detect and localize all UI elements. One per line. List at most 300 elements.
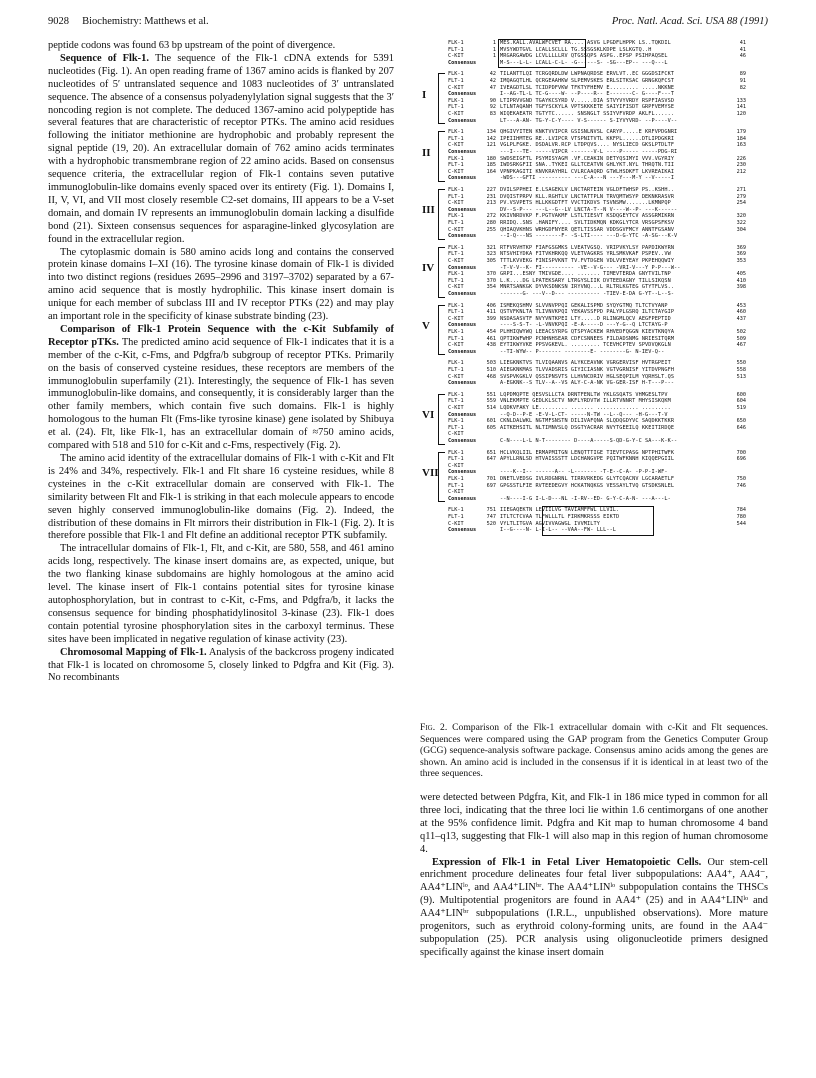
sequence-name: FLK-1: [448, 129, 464, 136]
sequence-residues: NSDASASVTF NVYVNTKPEI LTY.....D RLINGMLQCV AEGFPEPTID: [500, 315, 671, 322]
alignment-row: [418, 47, 768, 54]
sequence-start: 605: [486, 424, 496, 431]
domain-bracket: [438, 247, 445, 298]
sequence-residues: LTLNTAQANH TGFYSCKYLA VPTSKKKETE SAIYIFISDT GRPFVEMYSE: [500, 104, 675, 111]
sequence-residues: L.K....DG LPATEKSARY LTRGYSLIIK DVTEEDAGNY TILLSIKQSN: [500, 277, 671, 284]
sequence-start: 164: [486, 168, 496, 175]
sequence-name: FLK-1: [448, 71, 464, 78]
alignment-block: [418, 507, 768, 533]
alignment-row: [418, 438, 768, 445]
sequence-start: 142: [486, 135, 496, 142]
sequence-end: 750: [736, 475, 746, 482]
paragraph-comparison: [48, 324, 394, 453]
sequence-residues: GRPI...ESNY TMIVGDE.... ....... TIMEVTERDA GNYTVILTNP: [500, 271, 671, 278]
alignment-row: [418, 349, 768, 356]
sequence-start: 697: [486, 482, 496, 489]
sequence-end: 89: [739, 71, 746, 78]
alignment-row: [418, 187, 768, 194]
alignment-row: [418, 111, 768, 118]
sequence-start: 370: [486, 271, 496, 278]
sequence-name: FLT-1: [448, 513, 464, 520]
sequence-residues: I--AG-TL-L TC-G----W- --P----R-- E-------C- G----F---T: [500, 91, 675, 98]
sequence-residues: VYLTLITGVA AGVIVVAGWGL IVVMILTY: [500, 520, 600, 527]
sequence-start: 559: [486, 398, 496, 405]
sequence-name: Consensus: [448, 264, 477, 271]
domain-label: III: [422, 204, 435, 217]
domain-label: VII: [422, 466, 439, 479]
sequence-residues: RTFVRVHTKP FIAFGSGMKS LVEATVGSQ. VRIPVKYLSY PAPDIKWYRN: [500, 244, 675, 251]
alignment-row: [418, 476, 768, 483]
sequence-residues: LT---A-AN- TG-Y-C-Y---- V-S------ S-IYVYVRD- --P----V--: [500, 117, 678, 124]
sequence-residues: SWDSEIGFTL PSYMISYAGM .VF.CEAKIN DETYQSIMYI VVV.VGYRIY: [500, 155, 675, 162]
sequence-start: 651: [486, 449, 496, 456]
sequence-name: C-KIT: [448, 462, 464, 469]
alignment-row: [418, 162, 768, 169]
sequence-start: 272: [486, 213, 496, 220]
sequence-end: 410: [736, 277, 746, 284]
sequence-name: Consensus: [448, 495, 477, 502]
domain-bracket: [438, 452, 445, 503]
sequence-start: 42: [489, 71, 496, 78]
sequence-start: 280: [486, 219, 496, 226]
alignment-row: [418, 405, 768, 412]
sequence-end: 780: [736, 513, 746, 520]
sequence-residues: QSTVFKNLTA TLIVNVKPQI YEKAVSSFPD PALYPLGSRQ ILTCTAYGIP: [500, 309, 675, 316]
sequence-end: 746: [736, 482, 746, 489]
sequence-name: FLK-1: [448, 475, 464, 482]
sequence-residues: APYLLRNLSD HTVAISSSTT LDCHANGVPE PQITWFKNNH KIQQEPGIIL: [500, 456, 675, 463]
sequence-name: C-KIT: [448, 226, 464, 233]
paragraph-intracellular: The intracellular domains of Flk-1, Flt, and c-Kit, are 580, 558, and 461 amino acids long, respectively. The kinase insert domains are, as expected, unique, but the two flanking kinase subdomains are highly homologous at the amino acid level. The kinase insert of Flk-1 contains potential sites for tyrosine kinase autophosphorylation, but in contrast to c-Kit, c-Fms, and Pdgfra/b, it lacks the consensus sequence for binding phosphatidylinositol 3-kinase (23). Flk-1 does contain potential tyrosine phosphorylation sites in the carboxyl terminus. These sites have been implicated in negative regulation of kinase activity (23).: [48, 543, 394, 645]
sequence-start: 42: [489, 77, 496, 84]
sequence-name: FLK-1: [448, 507, 464, 514]
sequence-end: 369: [736, 244, 746, 251]
alignment-row: [418, 98, 768, 105]
sequence-name: C-KIT: [448, 84, 464, 91]
sequence-name: Consensus: [448, 59, 477, 66]
sequence-start: 305: [486, 257, 496, 264]
domain-label: VI: [422, 409, 435, 422]
alignment-row: [418, 129, 768, 136]
page-number: 9028: [48, 16, 69, 27]
sequence-residues: ---I---TE- -----VIPCR -------V-L ----P----- -----PDG-RI: [500, 148, 678, 155]
sequence-start: 121: [486, 142, 496, 149]
sequence-start: 751: [486, 507, 496, 514]
sequence-start: 213: [486, 200, 496, 207]
sequence-name: C-KIT: [448, 520, 464, 527]
sequence-residues: ----S-S-T- -L-VNVKPQI -E-A-----D ---Y-G--Q LTCTAYG-P: [500, 322, 668, 329]
sequence-name: Consensus: [448, 527, 477, 534]
sequence-end: 696: [736, 456, 746, 463]
page-header: [48, 16, 768, 32]
sequence-name: FLK-1: [448, 187, 464, 193]
alignment-row: [418, 380, 768, 387]
alignment-row: [418, 278, 768, 285]
sequence-name: Consensus: [448, 117, 477, 124]
sequence-residues: PV.VSVPETS HLLKKGDTFT VVCTIKDVS TSVNSMW.......LKMNPQP: [500, 200, 671, 207]
sequence-name: Consensus: [448, 91, 477, 98]
sequence-start: 411: [486, 309, 496, 316]
domain-bracket: [438, 305, 445, 356]
sequence-start: 520: [486, 520, 496, 527]
sequence-name: Consensus: [448, 233, 477, 240]
alignment-row: [418, 425, 768, 432]
sequence-residues: MVSYWDTGVL LCALLSCLLL TG.SSSGSKLKDPE LSLKGTQ..H: [500, 46, 652, 53]
sequence-residues: --I-Q---NS --------F- -S-LTI---- ---D-G-YTC -A-SG---K-V: [500, 233, 678, 240]
sequence-name: Consensus: [448, 348, 477, 355]
alignment-row: [418, 194, 768, 201]
sequence-end: 369: [736, 251, 746, 258]
sequence-name: C-KIT: [448, 200, 464, 207]
sequence-residues: -------G- ---V--D--- ---------- -TIEV-E-DA G-YT--L--S-: [500, 290, 675, 297]
sequence-end: 184: [736, 135, 746, 142]
sequence-name: FLK-1: [448, 302, 464, 309]
sequence-end: 405: [736, 271, 746, 278]
sequence-name: FLK-1: [448, 97, 464, 104]
sequence-end: 120: [736, 110, 746, 117]
alignment-row: [418, 251, 768, 258]
sequence-name: C-KIT: [448, 489, 464, 496]
sequence-name: C-KIT: [448, 404, 464, 411]
sequence-name: FLT-1: [448, 309, 464, 316]
sequence-name: C-KIT: [448, 168, 464, 175]
section-heading-expression: Expression of Flk-1 in Fetal Liver Hematopoietic Cells.: [432, 856, 702, 868]
sequence-end: 646: [736, 424, 746, 431]
sequence-start: 321: [486, 244, 496, 251]
domain-bracket: [438, 394, 445, 445]
signal-peptide-box: [498, 39, 586, 68]
sequence-start: 354: [486, 284, 496, 291]
sequence-name: C-KIT: [448, 342, 464, 349]
sequence-start: 370: [486, 277, 496, 284]
alignment-row: [418, 456, 768, 463]
sequence-start: 503: [486, 360, 496, 367]
sequence-name: C-KIT: [448, 110, 464, 117]
sequence-end: 271: [736, 187, 746, 193]
sequence-residues: DV--S-P--- ---L--G--LV LNCTA-T--N V----W--P- ---K------: [500, 206, 678, 213]
sequence-end: 91: [739, 77, 746, 84]
sequence-residues: QHGIVYITEN KNKTVVIPCR GSISNLNVSL CARYP.....E KRFVPDGNRI: [500, 129, 678, 136]
sequence-end: 322: [736, 219, 746, 226]
sequence-start: 438: [486, 342, 496, 349]
sequence-residues: DNETLVEDSG IVLRDGNRNL TIRRVRKEDG GLYTCQACNV LGCARAETLF: [500, 475, 675, 482]
sequence-residues: GPGSSTLFIE RVTEEDEGVY HCKATNQKGS VESSAYLTVQ GTSDKSNLEL: [500, 482, 675, 489]
sequence-name: FLK-1: [448, 155, 464, 162]
domain-label: I: [422, 88, 427, 101]
alignment-row: [418, 316, 768, 323]
sequence-start: 323: [486, 251, 496, 258]
alignment-block: [418, 129, 768, 182]
sequence-name: C-KIT: [448, 257, 464, 264]
sequence-name: FLK-1: [448, 449, 464, 456]
section-author: Biochemistry: Matthews et al.: [82, 16, 209, 27]
paragraph-cytoplasmic-domain: The cytoplasmic domain is 580 amino acids long and contains the conserved protein kinase domains I–XI (16). The tyrosine kinase domain of Flk-1 is divided into two distinct regions (residues 2695–2996 and 3197–3702) separated by a 67-amino acid sequence that is mostly hydrophilic. This kinase insert domain is unique for each member of subclass III and IV receptor PTKs (22) and may play an important role in the specificity of kinase substrate binding (23).: [48, 246, 394, 323]
sequence-end: 600: [736, 391, 746, 398]
sequence-end: 513: [736, 373, 746, 380]
sequence-residues: VPNPKAGITI KNVKRAYHRL CVLRCAAQRD GTWLHSDKFT LKVREAIKAI: [500, 168, 675, 175]
sequence-start: 227: [486, 187, 496, 193]
sequence-start: 701: [486, 475, 496, 482]
sequence-name: FLK-1: [448, 244, 464, 251]
alignment-row: [418, 245, 768, 252]
sequence-residues: NTSVHIYDKA FITVKHRKQQ VLETVAGKRS YRLSMKVKAF PSPEV..VW: [500, 251, 671, 258]
right-text-column: [420, 792, 768, 1072]
sequence-residues: IVEAGDTLSL TCIDPDFVKW TFKTYFHEMV E......... .....NKKNE: [500, 84, 675, 91]
sequence-start: 47: [489, 84, 496, 91]
alignment-block: [418, 187, 768, 240]
sequence-start: 468: [486, 373, 496, 380]
sequence-residues: CKNLDALWKL NGTMFSNSTN DILIVAFQNA SLQDQGDYVC SAQDKKTKKR: [500, 418, 675, 425]
sequence-alignment-figure: [418, 40, 768, 716]
alignment-row: [418, 175, 768, 182]
sequence-start: 406: [486, 302, 496, 309]
sequence-end: 509: [736, 335, 746, 342]
sequence-name: FLK-1: [448, 328, 464, 335]
sequence-name: FLK-1: [448, 213, 464, 220]
alignment-row: [418, 200, 768, 207]
sequence-end: 304: [736, 226, 746, 233]
domain-bracket: [438, 189, 445, 240]
sequence-end: 398: [736, 284, 746, 291]
sequence-residues: MES.KALL.AVALWFCVET RA.....ASVG LPGDFLHPPK LS..TQKDIL: [500, 40, 671, 46]
alignment-row: [418, 142, 768, 149]
caption-label: Fig. 2.: [420, 722, 448, 733]
sequence-end: 437: [736, 315, 746, 322]
sequence-start: 231: [486, 193, 496, 200]
sequence-residues: A-EGKNK--S TLV--A--VS ALY-C-A-NK VG-GER-ISF H-T---P---: [500, 380, 675, 387]
paragraph-chromosomal-mapping: [48, 647, 394, 686]
sequence-name: Consensus: [448, 469, 477, 476]
sequence-residues: QHIAQVKHNS WRHGDFNYER QETLTISSAR VDDSGVFMCY ANNTFGSANV: [500, 226, 675, 233]
figure-caption: [420, 722, 768, 780]
sequence-name: Consensus: [448, 411, 477, 418]
sequence-end: 254: [736, 200, 746, 207]
alignment-row: [418, 398, 768, 405]
alignment-row: [418, 284, 768, 291]
sequence-name: Consensus: [448, 206, 477, 213]
sequence-start: 647: [486, 456, 496, 463]
sequence-name: Consensus: [448, 380, 477, 387]
sequence-name: Consensus: [448, 290, 477, 297]
alignment-row: [418, 367, 768, 374]
sequence-name: FLT-1: [448, 335, 464, 342]
sequence-name: C-KIT: [448, 315, 464, 322]
paragraph-identity: The amino acid identity of the extracellular domains of Flk-1 with c-Kit and Flt is 24% and 34%, respectively. Flk-1 and Flt share 16 cysteine residues, while 8 cysteines in the c-Kit extracellular domain are conserved with Flk-1. The similarity between Flt and Flk-1 is striking in that each molecule appears to encode seven highly conserved immunoglobulin-like domains (Fig. 2). Indeed, the distribution of these domains in Flt mirrors their distribution in Flk-1 (Fig. 2). It is therefore possible that Flk-1 and Flt define an additional receptor PTK subfamily.: [48, 453, 394, 542]
domain-bracket: [438, 73, 445, 124]
sequence-name: C-KIT: [448, 142, 464, 149]
alignment-row: [418, 227, 768, 234]
sequence-name: FLK-1: [448, 271, 464, 278]
sequence-start: 180: [486, 155, 496, 162]
sequence-end: 320: [736, 213, 746, 220]
alignment-row: [418, 329, 768, 336]
sequence-name: FLT-1: [448, 424, 464, 431]
alignment-block: [418, 71, 768, 124]
alignment-row: [418, 271, 768, 278]
sequence-residues: ISMEKQSHMV SLVVNVPPQI GEKALISPMD SYQYGTMQ TLTCTVYANP: [500, 302, 668, 309]
sequence-end: 141: [736, 104, 746, 111]
sequence-end: 353: [736, 257, 746, 264]
sequence-start: 83: [489, 110, 496, 117]
sequence-start: 1: [492, 40, 496, 46]
sequence-end: 700: [736, 449, 746, 456]
sequence-name: FLT-1: [448, 193, 464, 200]
domain-bracket: [438, 131, 445, 182]
sequence-start: 454: [486, 328, 496, 335]
alignment-row: [418, 53, 768, 60]
alignment-row: [418, 309, 768, 316]
sequence-end: 179: [736, 129, 746, 136]
sequence-residues: LQDKVFAKY LE......... ....... ............. .........: [500, 404, 671, 411]
sequence-end: 502: [736, 328, 746, 335]
sequence-end: 604: [736, 398, 746, 405]
sequence-end: 41: [739, 46, 746, 53]
transmembrane-box: [542, 506, 654, 535]
alignment-row: [418, 233, 768, 240]
sequence-name: FLT-1: [448, 135, 464, 142]
alignment-row: [418, 291, 768, 298]
sequence-residues: TTTLKVVEKG FINISPVKNT TV.FVTDGEN VDLVVEYEAY PKPEHQQWIY: [500, 257, 675, 264]
sequence-start: 185: [486, 162, 496, 169]
sequence-start: 1: [492, 46, 496, 53]
sequence-name: FLK-1: [448, 391, 464, 398]
sequence-name: FLT-1: [448, 162, 464, 169]
sequence-name: Consensus: [448, 437, 477, 444]
page-number-and-author: [48, 16, 209, 27]
alignment-row: [418, 136, 768, 143]
sequence-residues: AITKEHSITL NLTIMNVSLQ DSGTYACRAR NVYTGEEILQ KKEITIRDQE: [500, 424, 675, 431]
sequence-residues: DVILSPPHEI E.LSAGEKLV LNCTARTEIN VGLDFTWHSP PS..KSHH..: [500, 187, 675, 193]
sequence-end: 82: [739, 84, 746, 91]
domain-label: V: [422, 319, 430, 332]
sequence-name: FLT-1: [448, 398, 464, 405]
sequence-name: C-KIT: [448, 284, 464, 291]
sequence-residues: ----K--I-- ------A-- -L------- -T-E--C-A- -P-P-I-WF-: [500, 469, 668, 476]
sequence-end: 544: [736, 520, 746, 527]
alignment-row: [418, 156, 768, 163]
sequence-residues: --N----I-G I-L-D---NL -I-RV--ED- G-Y-C-A-N- ---A---L-: [500, 495, 671, 502]
sequence-residues: VNLEKMPTE GEDLKLSCTV NKFLYRDVTW ILLRTVNNRT MHYSISKQKM: [500, 398, 671, 405]
sequence-name: C-KIT: [448, 373, 464, 380]
paragraph-recombinants: were detected between Pdgfra, Kit, and Flk-1 in 186 mice typed in common for all three loci, indicating that the three loci lie within 1.6 centimorgans of one another at the 95% confidence limit. Pdgfra and Kit map to human chromosome 4 band q11–q13, suggesting that Flk-1 will also map in this region of human chromosome 4.: [420, 792, 768, 855]
sequence-name: Consensus: [448, 175, 477, 182]
sequence-residues: VGLPLFGKE. DSDALVR.RCP LTDPQVS.... NYSLIECD GKSLPTDLTF: [500, 142, 675, 149]
sequence-end: 41: [739, 40, 746, 46]
alignment-row: [418, 336, 768, 343]
alignment-row: [418, 303, 768, 310]
section-heading-comparison: Comparison of Flk-1 Protein Sequence with the c-Kit Subfamily of Receptor pTKs.: [48, 323, 394, 348]
alignment-row: [418, 258, 768, 265]
caption-text: Comparison of the Flk-1 extracellular domain with c-Kit and Flt sequences. Sequences were compared using the GAP program from the Genetics Computer Group (GCG) sequence-analysis software package. Consensus amino acids among the genes are shown. An amino acid is included in the consensus if it is identical in at least two of the three sequences.: [420, 722, 768, 780]
alignment-row: [418, 418, 768, 425]
sequence-residues: PLHHIQWYWQ LEEACSYRPG QTSPYACKEW RHVEDFQGGN KIEVTKNQYA: [500, 328, 675, 335]
sequence-name: Consensus: [448, 322, 477, 329]
sequence-end: 279: [736, 193, 746, 200]
sequence-start: 399: [486, 315, 496, 322]
sequence-name: FLK-1: [448, 418, 464, 425]
section-body-mapping: Analysis of the backcross progeny indicated that Flk-1 is located on chromosome 5, closely linked to Pdgfra and Kit (Fig. 3). No recombinants: [48, 646, 394, 684]
paragraph-expression: [420, 857, 768, 960]
sequence-start: 551: [486, 391, 496, 398]
alignment-row: [418, 213, 768, 220]
sequence-residues: IIEGAQEKTN LEVIILVG TAVIAMFFWL LLVIL.: [500, 507, 620, 514]
alignment-row: [418, 104, 768, 111]
domain-label: IV: [422, 262, 435, 275]
sequence-residues: LTIPRVVGND TGAYKCSYRD V......DIA STVYVYVRDY RSPFIASVSD: [500, 97, 675, 104]
section-body-comparison: The predicted amino acid sequence of Flk-1 indicates that it is a member of the c-Kit, c-Fms, and Pdgfra/b subgroup of receptor PTKs. Primarily on the basis of conserved cysteine residues, these receptors are members of the immunoglobulin superfamily (21). Interestingly, the sequence of Flk-1 has seven immunoglobulin-like domains, and consequently, it is considerably larger than the other family members, which contain five such domains. Flk-1 is highly homologous to the human Flt (Fms-like tyrosine kinase) gene isolated by Shibuya et al. (24). Flt, like Flk-1, has an extracellular domain of ≈750 amino acids, compared with 518 and 510 for c-Kit and c-Fms, respectively (Fig. 2).: [48, 336, 394, 452]
alignment-row: [418, 463, 768, 470]
sequence-residues: TILANTTLQI TCRGQRDLDW LWPNAQRDSE ERVLVT..EC GGGDSIFCKT: [500, 71, 675, 78]
sequence-residues: ITLTCTCVAA TLFWLLLTL FIRKMKRSSS EIKTD: [500, 513, 620, 520]
section-body-expression: Our stem-cell enrichment procedure delineates four fetal liver subpopulations: AA4⁺, AA4⁻, AA4⁺LINˡᵒ, and AA4⁺LINᵇʳ. The AA4⁺LINˡᵒ subpopulation contains the THSCs (9). Multipotential progenitors are found in AA4⁺ (25) and in AA4⁺LINˡᵒ and AA4⁺LINᵇʳ subpopulations (I.R.L., unpublished observations). More mature progenitors, such as erythroid colony-forming units, are found in the AA4⁻ subpopulation (25). PCR analysis using oligonucleotide primers designed specifically against the kinase insert domain: [420, 856, 768, 958]
alignment-block: [418, 303, 768, 356]
sequence-residues: DVQISTPRPV KLL.RGHTLV LNCTATTPLN TRVQMTWSYP DEKNKRASVR: [500, 193, 675, 200]
sequence-residues: RRIDQ..SNS .HANIFY.... SVLTIDKMQN KDKGLYTCR VRSGPSFKSV: [500, 219, 675, 226]
alignment-row: [418, 374, 768, 381]
sequence-start: 747: [486, 513, 496, 520]
sequence-name: FLT-1: [448, 251, 464, 258]
alignment-row: [418, 60, 768, 67]
alignment-row: [418, 40, 768, 47]
sequence-name: FLT-1: [448, 482, 464, 489]
sequence-end: 460: [736, 309, 746, 316]
sequence-start: 255: [486, 226, 496, 233]
sequence-end: 784: [736, 507, 746, 514]
sequence-residues: LIEGKNKTVS TLVIQAANVS ALYKCEAVNK VGRGERVISF HVTRGPEIT: [500, 360, 671, 367]
alignment-row: [418, 169, 768, 176]
journal-reference: Proc. Natl. Acad. Sci. USA 88 (1991): [611, 16, 768, 27]
sequence-residues: AIEGKNKMAS TLVVADSRIS GIYICIASNK VGTVGRNISF YITDVPNGFH: [500, 366, 675, 373]
sequence-residues: KKIVNRDVKP F.PGTVAKMF LSTLTIESVT KSDQGEYTCV ASSGRMIKRN: [500, 213, 675, 220]
sequence-start: 514: [486, 404, 496, 411]
sequence-end: 226: [736, 155, 746, 162]
sequence-end: 46: [739, 53, 746, 60]
section-heading-mapping: Chromosomal Mapping of Flk-1.: [60, 646, 207, 658]
alignment-row: [418, 431, 768, 438]
sequence-end: 558: [736, 366, 746, 373]
sequence-residues: I--G----N- L-I-L-- --VAA--FW- LLL--L: [500, 527, 617, 534]
sequence-end: 212: [736, 168, 746, 175]
sequence-residues: QPTIKWFWHP PCNHNHSEAR CDFCSNNEES FILDADSNMG NRIESITQRM: [500, 335, 675, 342]
sequence-start: 461: [486, 335, 496, 342]
sequence-end: 453: [736, 302, 746, 309]
sequence-end: 133: [736, 97, 746, 104]
sequence-residues: SVSPVKGKLV QSSIPNSVTS LLHVNCDRIV HGLSEQPILM YQRHSLT.QS: [500, 373, 675, 380]
sequence-start: 134: [486, 129, 496, 136]
sequence-name: C-KIT: [448, 431, 464, 438]
sequence-start: 1: [492, 53, 496, 60]
sequence-residues: LQPDMQPTE QESVSLLCTA DRNTFENLTW YKLGSQATS VHMGESLTPV: [500, 391, 668, 398]
section-body-sequence: The sequence of the Flk-1 cDNA extends for 5391 nucleotides (Fig. 1). An open reading frame of 1367 amino acids is flanked by 207 nucleotides of 5′ untranslated sequence and 1083 nucleotides of 3′ untranslated sequence. The absence of a consensus polyadenylylation signal suggests that the 3′ noncoding region is not complete. The deduced 1367-amino acid polypeptide has several features that are characteristic of receptor PTKs. The amino acid residues following the initiator methionine are hydrophobic and probably represent the signal peptide (19, 20). An extracellular domain of 762 amino acids terminates with a hydrophobic transmembrane region of 22 amino acids. Based on consensus sequence criteria, the extracellular region of Flk-1 contains seven putative immunoglobulin-like domains evenly spaced over its entirety (Fig. 1). Domains I, II, V, VI, and VII most closely resemble C2-set domains, III appears to be a V-set domain, and domain IV represents an immunoglobulin domain lacking a disulfide bond (21). Sixteen consensus sequences for asparagine-linked glycosylation are found in the extracellular region.: [48, 52, 394, 245]
sequence-end: 519: [736, 404, 746, 411]
sequence-start: 92: [489, 104, 496, 111]
sequence-start: 510: [486, 366, 496, 373]
sequence-end: 650: [736, 418, 746, 425]
alignment-row: [418, 483, 768, 490]
sequence-residues: IPEIIHMTEG RE..LVIPCR VTSPNITVTL KKFPL......DTLIPDGKRI: [500, 135, 675, 142]
sequence-name: Consensus: [448, 148, 477, 155]
alignment-block: [418, 245, 768, 298]
sequence-name: FLK-1: [448, 360, 464, 367]
sequence-name: FLT-1: [448, 277, 464, 284]
paragraph-continuation: peptide codons was found 63 bp upstream of the point of divergence.: [48, 40, 336, 51]
sequence-end: 467: [736, 342, 746, 349]
sequence-residues: M-S---L-L- LCALL-C-L- -G------S- -SG---EP-- ---Q---L: [500, 59, 668, 66]
sequence-residues: --TI-WYW-- P------- --------E- --------G- N-IEV-Q--: [500, 348, 665, 355]
alignment-row: [418, 489, 768, 496]
sequence-residues: -T-V-V--K- FI---------- -VE--V-G--- -VRI-V---Y P-P---W--: [500, 264, 681, 271]
alignment-row: [418, 78, 768, 85]
